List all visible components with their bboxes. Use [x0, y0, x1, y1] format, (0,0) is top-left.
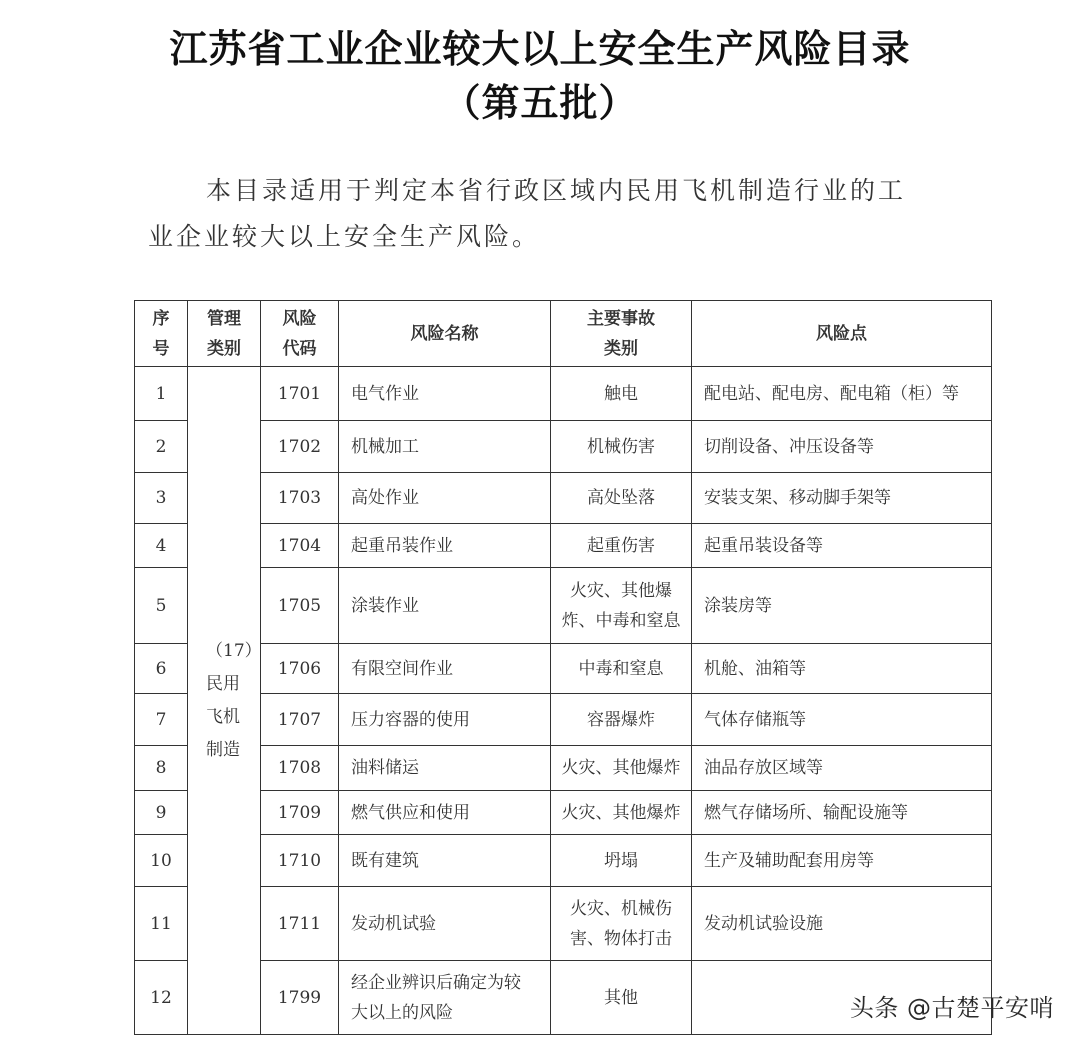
header-point: 风险点	[692, 301, 992, 367]
code-cell: 1703	[261, 473, 339, 524]
accident-cell: 火灾、其他爆 炸、中毒和窒息	[551, 568, 692, 644]
accident-cell: 火灾、机械伤 害、物体打击	[551, 887, 692, 961]
point-cell: 切削设备、冲压设备等	[692, 421, 992, 473]
code-cell: 1706	[261, 644, 339, 694]
table-row	[135, 524, 992, 568]
point-cell: 机舱、油箱等	[692, 644, 992, 694]
table-row	[135, 367, 992, 421]
code-cell: 1705	[261, 568, 339, 644]
watermark: 头条 @古楚平安哨	[849, 994, 1054, 1022]
point-cell: 安装支架、移动脚手架等	[692, 473, 992, 524]
code-cell: 1702	[261, 421, 339, 473]
accident-cell: 容器爆炸	[551, 694, 692, 746]
name-cell: 电气作业	[339, 367, 551, 421]
code-cell: 1708	[261, 746, 339, 791]
seq-cell: 2	[135, 421, 188, 473]
risk-table	[134, 300, 992, 1035]
name-cell: 燃气供应和使用	[339, 791, 551, 835]
name-cell: 起重吊装作业	[339, 524, 551, 568]
code-cell: 1707	[261, 694, 339, 746]
table-row	[135, 694, 992, 746]
seq-cell: 4	[135, 524, 188, 568]
name-cell: 经企业辨识后确定为较 大以上的风险	[339, 961, 551, 1035]
accident-cell: 中毒和窒息	[551, 644, 692, 694]
accident-cell: 其他	[551, 961, 692, 1035]
seq-cell: 1	[135, 367, 188, 421]
point-cell: 涂装房等	[692, 568, 992, 644]
point-cell: 起重吊装设备等	[692, 524, 992, 568]
name-cell: 发动机试验	[339, 887, 551, 961]
seq-cell: 12	[135, 961, 188, 1035]
code-cell: 1701	[261, 367, 339, 421]
table-row	[135, 473, 992, 524]
point-cell: 油品存放区域等	[692, 746, 992, 791]
point-cell: 生产及辅助配套用房等	[692, 835, 992, 887]
intro-paragraph	[148, 168, 948, 260]
header-seq: 序 号	[135, 301, 188, 367]
code-cell: 1799	[261, 961, 339, 1035]
name-cell: 机械加工	[339, 421, 551, 473]
name-cell: 涂装作业	[339, 568, 551, 644]
accident-cell: 火灾、其他爆炸	[551, 791, 692, 835]
point-cell: 气体存储瓶等	[692, 694, 992, 746]
table-header-row	[135, 301, 992, 367]
seq-cell: 6	[135, 644, 188, 694]
table-row	[135, 791, 992, 835]
accident-cell: 机械伤害	[551, 421, 692, 473]
header-category: 管理 类别	[188, 301, 261, 367]
document-title: 江苏省工业企业较大以上安全生产风险目录	[169, 26, 911, 71]
header-accident: 主要事故 类别	[551, 301, 692, 367]
accident-cell: 触电	[551, 367, 692, 421]
seq-cell: 10	[135, 835, 188, 887]
table-row	[135, 644, 992, 694]
intro-line-1: 本目录适用于判定本省行政区域内民用飞机制造行业的工	[206, 176, 907, 205]
code-cell: 1711	[261, 887, 339, 961]
seq-cell: 7	[135, 694, 188, 746]
accident-cell: 坍塌	[551, 835, 692, 887]
category-cell: （17） 民用 飞机 制造	[188, 367, 261, 1035]
name-cell: 既有建筑	[339, 835, 551, 887]
seq-cell: 3	[135, 473, 188, 524]
header-name: 风险名称	[339, 301, 551, 367]
code-cell: 1709	[261, 791, 339, 835]
code-cell: 1704	[261, 524, 339, 568]
intro-line-2: 业企业较大以上安全生产风险。	[148, 222, 541, 251]
seq-cell: 9	[135, 791, 188, 835]
seq-cell: 8	[135, 746, 188, 791]
accident-cell: 火灾、其他爆炸	[551, 746, 692, 791]
accident-cell: 高处坠落	[551, 473, 692, 524]
table-row	[135, 568, 992, 644]
seq-cell: 11	[135, 887, 188, 961]
point-cell: 发动机试验设施	[692, 887, 992, 961]
table-row	[135, 421, 992, 473]
seq-cell: 5	[135, 568, 188, 644]
name-cell: 高处作业	[339, 473, 551, 524]
name-cell: 油料储运	[339, 746, 551, 791]
table-row	[135, 887, 992, 961]
table-row	[135, 835, 992, 887]
name-cell: 有限空间作业	[339, 644, 551, 694]
table-row	[135, 746, 992, 791]
point-cell: 燃气存储场所、输配设施等	[692, 791, 992, 835]
name-cell: 压力容器的使用	[339, 694, 551, 746]
document-subtitle: （第五批）	[442, 80, 638, 125]
point-cell: 配电站、配电房、配电箱（柜）等	[692, 367, 992, 421]
code-cell: 1710	[261, 835, 339, 887]
header-code: 风险 代码	[261, 301, 339, 367]
accident-cell: 起重伤害	[551, 524, 692, 568]
